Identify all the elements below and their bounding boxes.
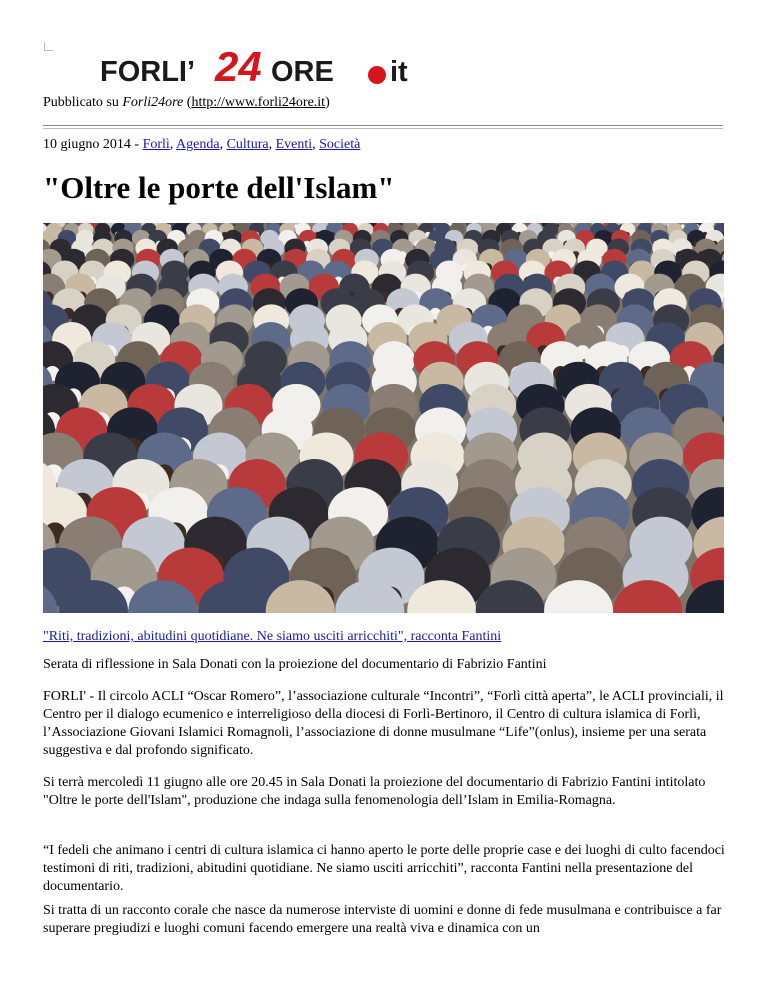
source-paren-open: ( bbox=[183, 95, 192, 110]
article-meta: 10 giugno 2014 - Forlì, Agenda, Cultura, Eventi, Società bbox=[43, 137, 361, 152]
category-link-agenda[interactable]: Agenda bbox=[176, 137, 220, 152]
article-paragraph-1: FORLI' - Il circolo ACLI “Oscar Romero”, l’associazione culturale “Incontri”, “Forlì città aperta”, le ACLI provinciali, il Centro per il dialogo ecumenico e interreligioso della diocesi di Forlì-Bertinoro, il Centro di cultura islamica di Forlì, l’Associazione Giovani Islamici Romagnoli, l’associazione di donne musulmane “Life”(onlus), insieme per una serata suggestiva e dal profondo significato. bbox=[43, 689, 724, 758]
category-link-cultura[interactable]: Cultura bbox=[226, 137, 269, 152]
category-link-eventi[interactable]: Eventi bbox=[275, 137, 313, 152]
header-divider bbox=[43, 125, 723, 129]
logo-text-24: 24 bbox=[215, 43, 262, 90]
logo-text-forli: FORLI’ bbox=[100, 56, 196, 88]
logo-text-it: it bbox=[390, 56, 408, 88]
source-prefix: Pubblicato su bbox=[43, 95, 123, 110]
caption-link[interactable]: "Riti, tradizioni, abitudini quotidiane. Ne siamo usciti arricchiti", racconta Fantini bbox=[43, 629, 502, 644]
article-date: 10 giugno 2014 bbox=[43, 137, 131, 152]
source-url-link[interactable]: http://www.forli24ore.it bbox=[191, 95, 326, 110]
article-paragraph-3: “I fedeli che animano i centri di cultura islamica ci hanno aperto le porte delle proprie case e dei luoghi di culto facendoci testimoni di riti, tradizioni, abitudini quotidiane. Ne siamo usciti arricchiti”, racconta Fantini nella presentazione del documentario. bbox=[43, 843, 725, 894]
source-line bbox=[43, 94, 330, 112]
category-link-societa[interactable]: Società bbox=[319, 137, 361, 152]
article-paragraph-2: Si terrà mercoledì 11 giugno alle ore 20.45 in Sala Donati la proiezione del documentario di Fabrizio Fantini intitolato "Oltre le porte dell'Islam", produzione che indaga sulla fenomenologia dell’Islam in Emilia-Romagna. bbox=[43, 775, 706, 808]
article-hero-image bbox=[43, 223, 724, 613]
category-link-forli[interactable]: Forlì bbox=[142, 137, 170, 152]
meta-separator: - bbox=[130, 137, 143, 152]
source-site-name: Forli24ore bbox=[122, 95, 184, 110]
article-subtitle: Serata di riflessione in Sala Donati con la proiezione del documentario di Fabrizio Fantini bbox=[43, 657, 547, 672]
site-logo[interactable] bbox=[100, 40, 430, 90]
corner-mark bbox=[44, 42, 53, 51]
article-paragraph-4: Si tratta di un racconto corale che nasce da numerose interviste di uomini e donne di fede musulmana e contribuisce a far superare pregiudizi e luoghi comuni facendo emergere una realtà viva e dinamica con un bbox=[43, 903, 722, 936]
crowd-prayer-photo bbox=[43, 223, 724, 613]
source-paren-close: ) bbox=[325, 95, 330, 110]
logo-dot bbox=[368, 66, 386, 84]
logo-graphic bbox=[100, 40, 430, 90]
article-title: "Oltre le porte dell'Islam" bbox=[43, 170, 395, 205]
logo-text-ore: ORE bbox=[271, 56, 334, 88]
